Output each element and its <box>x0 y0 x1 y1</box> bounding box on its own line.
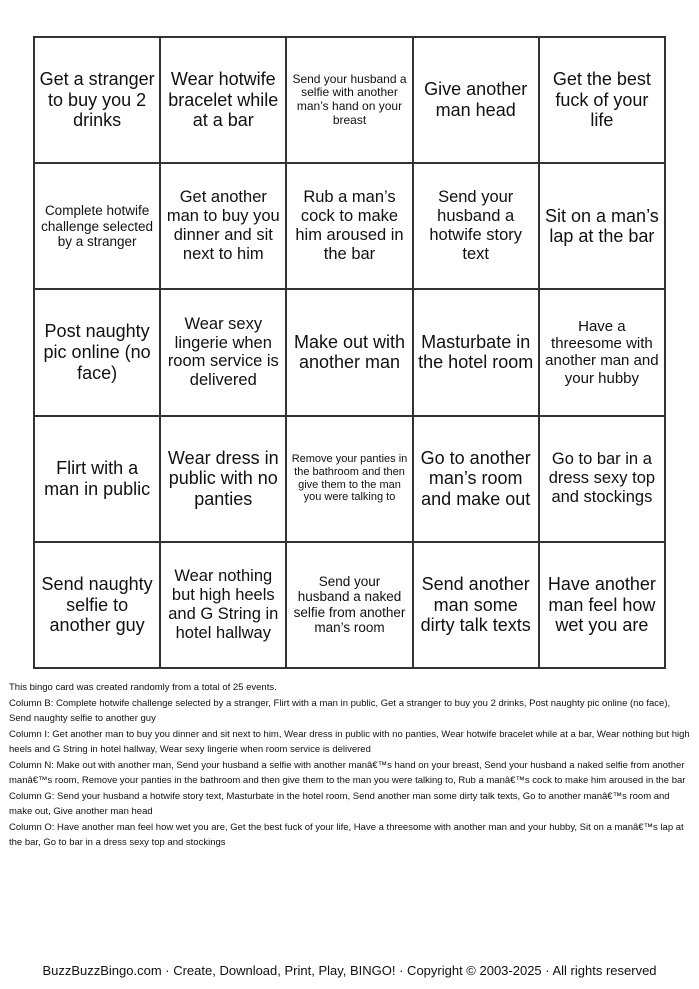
bingo-cell: Wear hotwife bracelet while at a bar <box>160 37 286 163</box>
bingo-grid <box>33 36 666 669</box>
bingo-cell: Get the best fuck of your life <box>539 37 665 163</box>
notes-column-b: Column B: Complete hotwife challenge selected by a stranger, Flirt with a man in public, Get a stranger to buy you 2 drinks, Post naughty pic online (no face), Send naughty selfie to another guy <box>9 697 671 724</box>
notes-column-o: Column O: Have another man feel how wet you are, Get the best fuck of your life, Have a threesome with another man and your hubby, Sit on a manâ€™s lap at the bar, Go to bar in a dress sexy top and stockings <box>9 821 684 848</box>
bingo-cell: Complete hotwife challenge selected by a stranger <box>34 163 160 289</box>
bingo-cell: Sit on a man’s lap at the bar <box>539 163 665 289</box>
bingo-cell: Have a threesome with another man and your hubby <box>539 289 665 415</box>
bingo-cell: Go to bar in a dress sexy top and stockings <box>539 416 665 542</box>
notes-column-i: Column I: Get another man to buy you dinner and sit next to him, Wear dress in public with no panties, Wear hotwife bracelet while at a bar, Wear nothing but high heels and G String in hotel hallway, Wear sexy lingerie when room service is delivered <box>9 728 690 755</box>
footer: BuzzBuzzBingo.com · Create, Download, Print, Play, BINGO! · Copyright © 2003-2025 · All rights reserved <box>42 963 657 978</box>
bingo-cell: Wear sexy lingerie when room service is delivered <box>160 289 286 415</box>
bingo-cell: Flirt with a man in public <box>34 416 160 542</box>
bingo-cell: Have another man feel how wet you are <box>539 542 665 668</box>
bingo-cell: Rub a man’s cock to make him aroused in the bar <box>286 163 412 289</box>
bingo-cell: Send your husband a hotwife story text <box>413 163 539 289</box>
notes-summary: This bingo card was created randomly from a total of 25 events. <box>9 682 277 693</box>
bingo-cell: Make out with another man <box>286 289 412 415</box>
bingo-cell: Get a stranger to buy you 2 drinks <box>34 37 160 163</box>
bingo-cell: Send your husband a selfie with another man’s hand on your breast <box>286 37 412 163</box>
bingo-cell: Get another man to buy you dinner and sit next to him <box>160 163 286 289</box>
bingo-cell: Give another man head <box>413 37 539 163</box>
bingo-cell: Masturbate in the hotel room <box>413 289 539 415</box>
bingo-cell: Send another man some dirty talk texts <box>413 542 539 668</box>
bingo-cell: Wear dress in public with no panties <box>160 416 286 542</box>
notes-column-g: Column G: Send your husband a hotwife story text, Masturbate in the hotel room, Send another man some dirty talk texts, Go to another manâ€™s room and make out, Give another man head <box>9 790 670 817</box>
bingo-cell: Wear nothing but high heels and G String in hotel hallway <box>160 542 286 668</box>
bingo-cell: Go to another man’s room and make out <box>413 416 539 542</box>
bingo-cell: Post naughty pic online (no face) <box>34 289 160 415</box>
bingo-cell: Send your husband a naked selfie from another man’s room <box>286 542 412 668</box>
card-notes <box>9 680 691 851</box>
notes-column-n: Column N: Make out with another man, Send your husband a selfie with another manâ€™s hand on your breast, Send your husband a naked selfie from another manâ€™s room, Remove your panties in the bathroom and then give them to the man you were talking to, Rub a manâ€™s cock to make him aroused in the bar <box>9 759 686 786</box>
bingo-cell: Send naughty selfie to another guy <box>34 542 160 668</box>
bingo-cell: Remove your panties in the bathroom and then give them to the man you were talking to <box>286 416 412 542</box>
